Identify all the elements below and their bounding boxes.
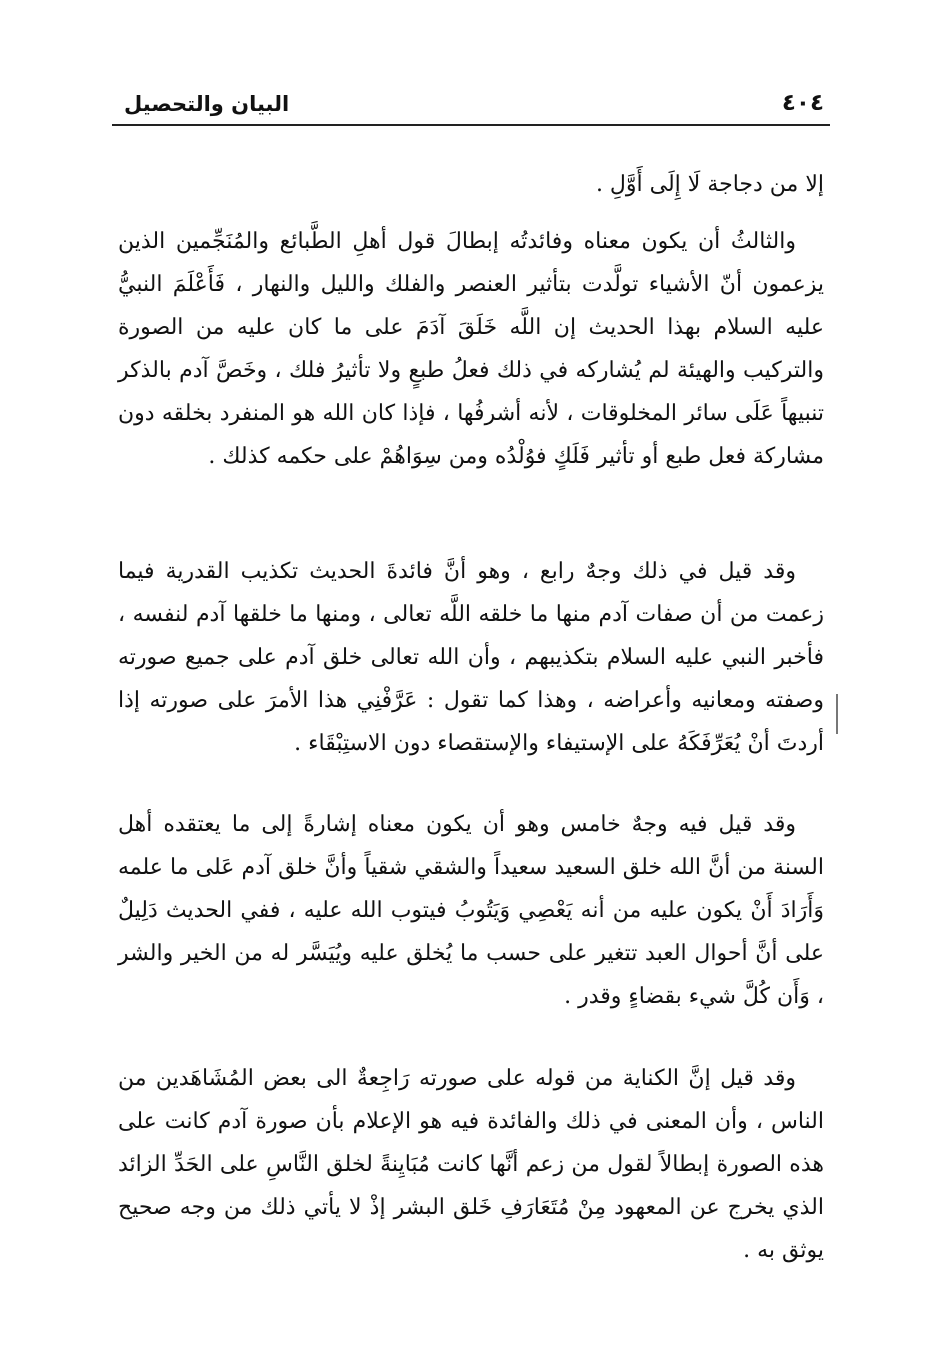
paragraph-text: إلا من دجاجة لَا إِلَى أَوَّلِ .	[595, 172, 824, 197]
paragraph-text: وقد قيل في ذلك وجهٌ رابع ، وهو أنَّ فائدةَ الحديث تكذيب القدرية فيما زعمت من أن صفات آدم منها ما خلقه اللَّه تعالى ، ومنها ما خلقها آدم لنفسه ، فأخبر النبي عليه السلام بتكذيبهم ، وأن الله تعالى خلق آدم على جميع صورته وصفته ومعانيه وأعراضه ، وهذا كما تقول : عَرَّفْنِي هذا الأمرَ على صورته إذا أردتَ أنْ يُعَرِّفَكَهُ على الإستيفاء والإستقصاء دون الاستِبْقَاء .	[118, 559, 824, 756]
scan-margin-mark	[836, 694, 838, 734]
paragraph-text: والثالثُ أن يكون معناه وفائدتُه إبطالَ قول أهلِ الطَّبائع والمُنَجِّمين الذين يزعمون أنّ الأشياء تولَّدت بتأثير العنصر والفلك والليل والنهار ، فَأَعْلَمَ النبيُّ عليه السلام بهذا الحديث إن اللَّه خَلَقَ آدَمَ على ما كان عليه من الصورة والتركيب والهيئة لم يُشاركه في ذلك فعلُ طبعٍ ولا تأثيرُ فلك ، وخَصَّ آدم بالذكر تنبيهاً عَلَى سائر المخلوقات ، لأنه أشرفُها ، فإذا كان الله هو المنفرد بخلقه دون مشاركة فعل طبع أو تأثير فَلَكٍ فوُلْدُه ومن سِوَاهُمْ على حكمه كذلك .	[118, 229, 824, 469]
paragraph-third-meaning	[118, 220, 824, 478]
paragraph-fourth-meaning	[118, 550, 824, 765]
paragraph-pronoun-reference	[118, 1057, 824, 1272]
page-number: ٤٠٤	[781, 90, 824, 116]
running-title: البيان والتحصيل	[124, 92, 290, 116]
paragraph-text: وقد قيل إنَّ الكناية من قوله على صورته رَاجِعةٌ الى بعض المُشَاهَدين من الناس ، وأن المعنى في ذلك والفائدة فيه هو الإعلام بأن صورة آدم كانت على هذه الصورة إبطالاً لقول من زعم أنَّها كانت مُبَايِنةً لخلق النَّاسِ على الحَدِّ الزائد الذي يخرج عن المعهود مِنْ مُتَعَارَفِ خَلق البشر إذْ لا يأتي ذلك من وجه صحيح يوثق به .	[118, 1066, 824, 1263]
paragraph-continuation	[118, 163, 824, 206]
paragraph-fifth-meaning	[118, 803, 824, 1018]
page-header	[112, 88, 830, 126]
paragraph-text: وقد قيل فيه وجهٌ خامس وهو أن يكون معناه إشارةً إلى ما يعتقده أهل السنة من أنَّ الله خلق السعيد سعيداً والشقي شقياً وأنَّ خلق آدم عَلى ما علمه وَأَرَادَ أَنْ يكون عليه من أنه يَعْصِي وَيَتُوبُ فيتوب الله عليه ، ففي الحديث دَلِيلٌ على أنَّ أحوال العبد تتغير على حسب ما يُخلق عليه ويُيَسَّر له من الخير والشر ، وَأَن كُلَّ شيء بقضاءٍ وقدر .	[118, 812, 824, 1009]
